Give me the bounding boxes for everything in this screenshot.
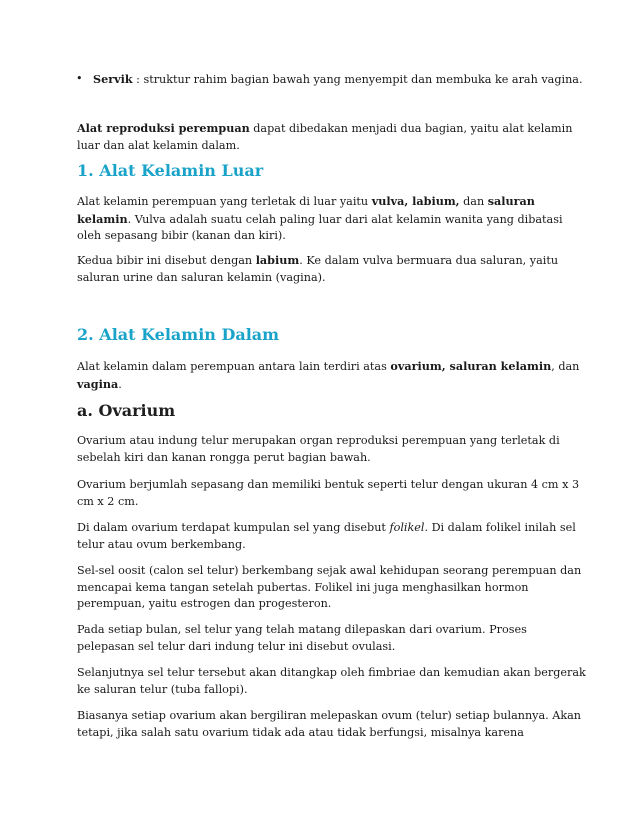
paragraph-ovulasi: Pada setiap bulan, sel telur yang telah matang dilepaskan dari ovarium. Proses pelepasan sel telur dari indung telur ini disebut ovulasi. — [77, 623, 527, 653]
heading-alat-kelamin-luar: 1. Alat Kelamin Luar — [77, 161, 264, 180]
bullet-dot: • — [76, 72, 83, 85]
paragraph-ovarium-1: Ovarium atau indung telur merupakan organ reproduksi perempuan yang terletak di sebelah kiri dan kanan rongga perut bagian bawah. — [77, 434, 560, 464]
p3-text-3: . — [118, 377, 122, 391]
p2-text-1: Kedua bibir ini disebut dengan — [77, 254, 256, 267]
paragraph-ovarium-2: Ovarium berjumlah sepasang dan memiliki bentuk seperti telur dengan ukuran 4 cm x 3 cm x 2 cm. — [77, 478, 580, 508]
term-folikel: folikel — [389, 521, 425, 534]
p6-text-1: Di dalam ovarium terdapat kumpulan sel yang disebut — [77, 521, 390, 534]
intro-paragraph — [77, 120, 587, 154]
p3-text-2: , dan — [551, 360, 580, 373]
p1-text-2: dan — [459, 195, 488, 208]
term-ovarium-saluran: ovarium, saluran kelamin — [390, 359, 552, 373]
servik-definition: : struktur rahim bagian bawah yang menyempit dan membuka ke arah vagina. — [132, 73, 583, 86]
paragraph-labium — [77, 252, 587, 286]
p1-text-3: . Vulva adalah suatu celah paling luar dari alat kelamin wanita yang dibatasi oleh sepasang bibir (kanan dan kiri). — [77, 212, 563, 242]
term-labium: labium — [255, 253, 300, 267]
paragraph-kelamin-luar — [77, 193, 587, 245]
term-vagina: vagina — [77, 376, 119, 391]
bullet-text — [93, 71, 583, 89]
heading-alat-kelamin-dalam: 2. Alat Kelamin Dalam — [77, 325, 280, 344]
term-saluran-kelamin: saluran kelamin — [77, 194, 535, 226]
paragraph-folikel — [77, 520, 587, 553]
paragraph-fimbriae: Selanjutnya sel telur tersebut akan ditangkap oleh fimbriae dan kemudian akan bergerak ke saluran telur (tuba fallopi). — [77, 666, 586, 696]
heading-ovarium: a. Ovarium — [77, 401, 176, 420]
paragraph-kelamin-dalam — [77, 358, 587, 393]
term-alat-reproduksi: Alat reproduksi perempuan — [77, 121, 250, 135]
paragraph-bergiliran: Biasanya setiap ovarium akan bergiliran melepaskan ovum (telur) setiap bulannya. Akan tetapi, jika salah satu ovarium tidak ada atau tidak berfungsi, misalnya karena — [77, 709, 582, 739]
intro-text: dapat dibedakan menjadi dua bagian, yaitu alat kelamin luar dan alat kelamin dalam. — [77, 122, 573, 152]
p3-text-1: Alat kelamin dalam perempuan antara lain terdiri atas — [77, 360, 391, 373]
p6-text-2: . Di dalam folikel inilah sel telur atau ovum berkembang. — [77, 521, 576, 551]
paragraph-oosit: Sel-sel oosit (calon sel telur) berkembang sejak awal kehidupan seorang perempuan dan mencapai kema tangan setelah pubertas. Folikel ini juga menghasilkan hormon perempuan, yaitu estrogen dan progesteron. — [77, 564, 582, 610]
term-servik: Servik — [93, 72, 133, 86]
p1-text-1: Alat kelamin perempuan yang terletak di luar yaitu — [77, 195, 372, 208]
term-vulva-labium: vulva, labium, — [371, 194, 460, 208]
p2-text-2: . Ke dalam vulva bermuara dua saluran, yaitu saluran urine dan saluran kelamin (vagina). — [77, 254, 559, 284]
